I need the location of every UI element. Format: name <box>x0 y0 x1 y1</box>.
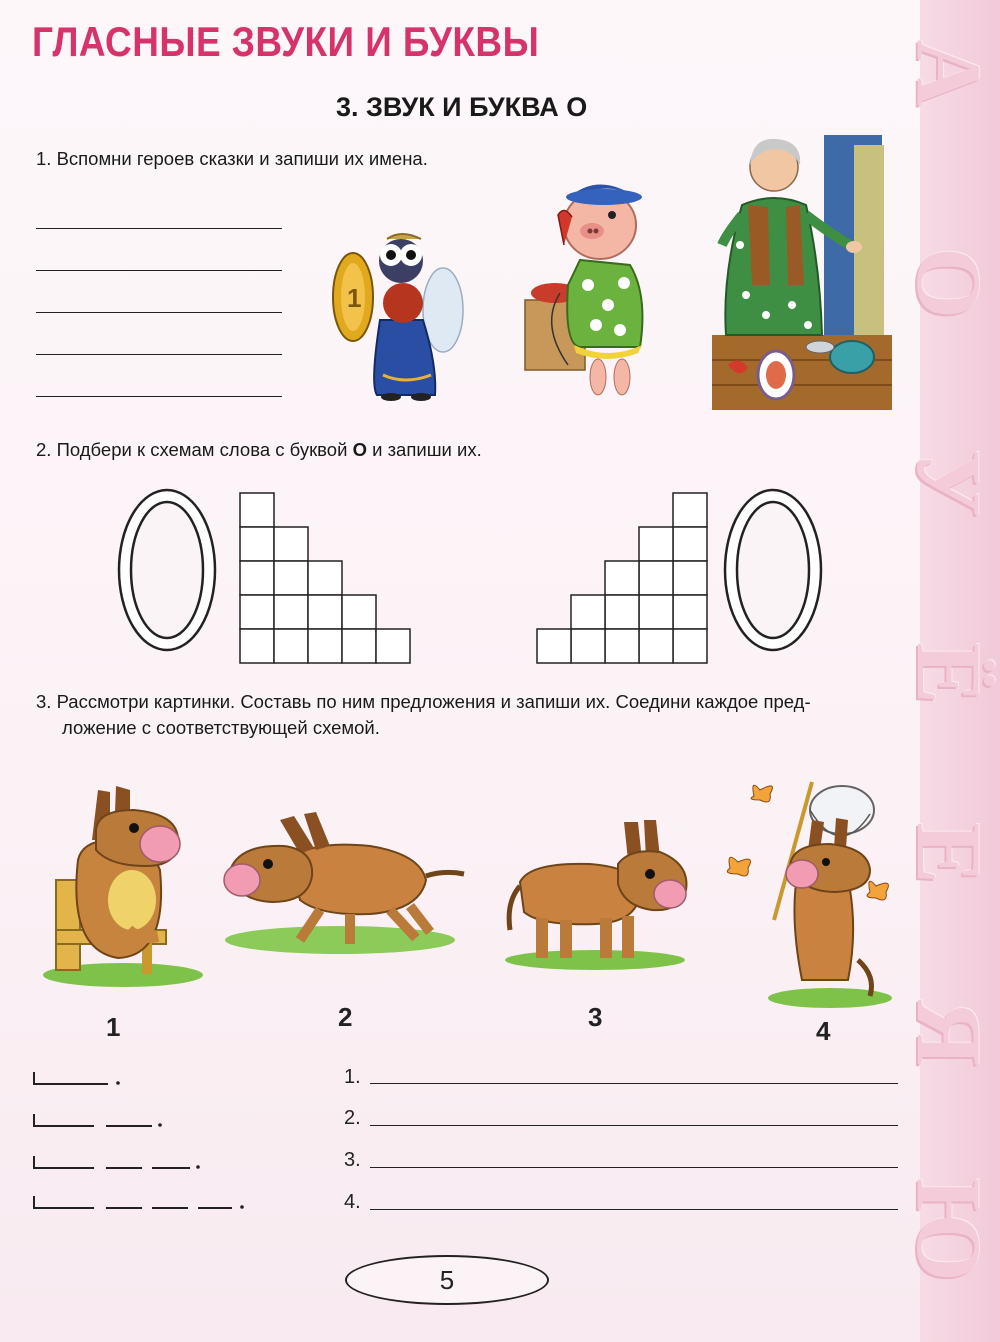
picture-number: 3 <box>588 1002 603 1032</box>
sentence-schemes[interactable] <box>30 1062 260 1212</box>
side-letter: Ё <box>898 642 1000 704</box>
task-1-text: 1. Вспомни героев сказки и запиши их имена. <box>36 148 428 169</box>
grandma-fedora-illustration <box>712 135 892 410</box>
letter-grid-left[interactable] <box>240 493 410 663</box>
task-2-text <box>36 437 482 463</box>
sentence-answer-line[interactable] <box>370 1083 898 1084</box>
answer-line[interactable] <box>36 228 282 229</box>
answer-line[interactable] <box>36 270 282 271</box>
task-3-line-2: ложение с соответствующей схемой. <box>62 717 380 738</box>
scheme-left <box>115 488 415 668</box>
letter-o-outline-left <box>119 490 215 650</box>
letter-o-outline-right <box>725 490 821 650</box>
sentence-answer-line[interactable] <box>370 1125 898 1126</box>
side-letter: Я <box>898 999 1000 1067</box>
task-2-letter: О <box>352 439 367 460</box>
answer-line[interactable] <box>36 354 282 355</box>
svg-text:1: 1 <box>347 283 362 313</box>
answer-number: 4. <box>344 1191 361 1213</box>
side-letter: У <box>898 449 1000 517</box>
section-title: ГЛАСНЫЕ ЗВУКИ И БУКВЫ <box>32 18 540 65</box>
letter-grid-right[interactable] <box>537 493 707 663</box>
page-number: 5 <box>345 1255 549 1305</box>
answer-line[interactable] <box>36 312 282 313</box>
donkey-standing-illustration <box>500 812 690 972</box>
sentence-answer-line[interactable] <box>370 1209 898 1210</box>
side-letter: Е <box>898 822 1000 884</box>
scheme-right <box>535 488 835 668</box>
side-letter-strip <box>898 0 1000 1342</box>
side-letter: А <box>898 39 1000 107</box>
answer-number: 3. <box>344 1149 361 1171</box>
donkey-sitting-illustration <box>38 770 208 990</box>
task-2-text-after: и запиши их. <box>366 439 482 460</box>
picture-number: 4 <box>816 1016 831 1046</box>
task-2-text-before: 2. Подбери к схемам слова с буквой <box>36 439 353 460</box>
task-3-line-1: 3. Рассмотри картинки. Составь по ним предложения и запиши их. Соедини каждое пред- <box>36 691 811 712</box>
sentence-answer-line[interactable] <box>370 1167 898 1168</box>
lesson-title: 3. ЗВУК И БУКВА О <box>336 92 588 122</box>
donkey-running-illustration <box>220 810 470 960</box>
donkey-butterfly-net-illustration <box>720 770 900 1010</box>
picture-number: 1 <box>106 1012 121 1042</box>
picture-number: 2 <box>338 1002 353 1032</box>
side-letter: О <box>898 247 1000 319</box>
fly-tsokotukha-illustration <box>325 225 475 405</box>
answer-number: 2. <box>344 1107 361 1129</box>
answer-number: 1. <box>344 1066 361 1088</box>
side-letter: Ю <box>898 1178 1000 1282</box>
answer-line[interactable] <box>36 396 282 397</box>
pig-illustration <box>520 165 670 405</box>
